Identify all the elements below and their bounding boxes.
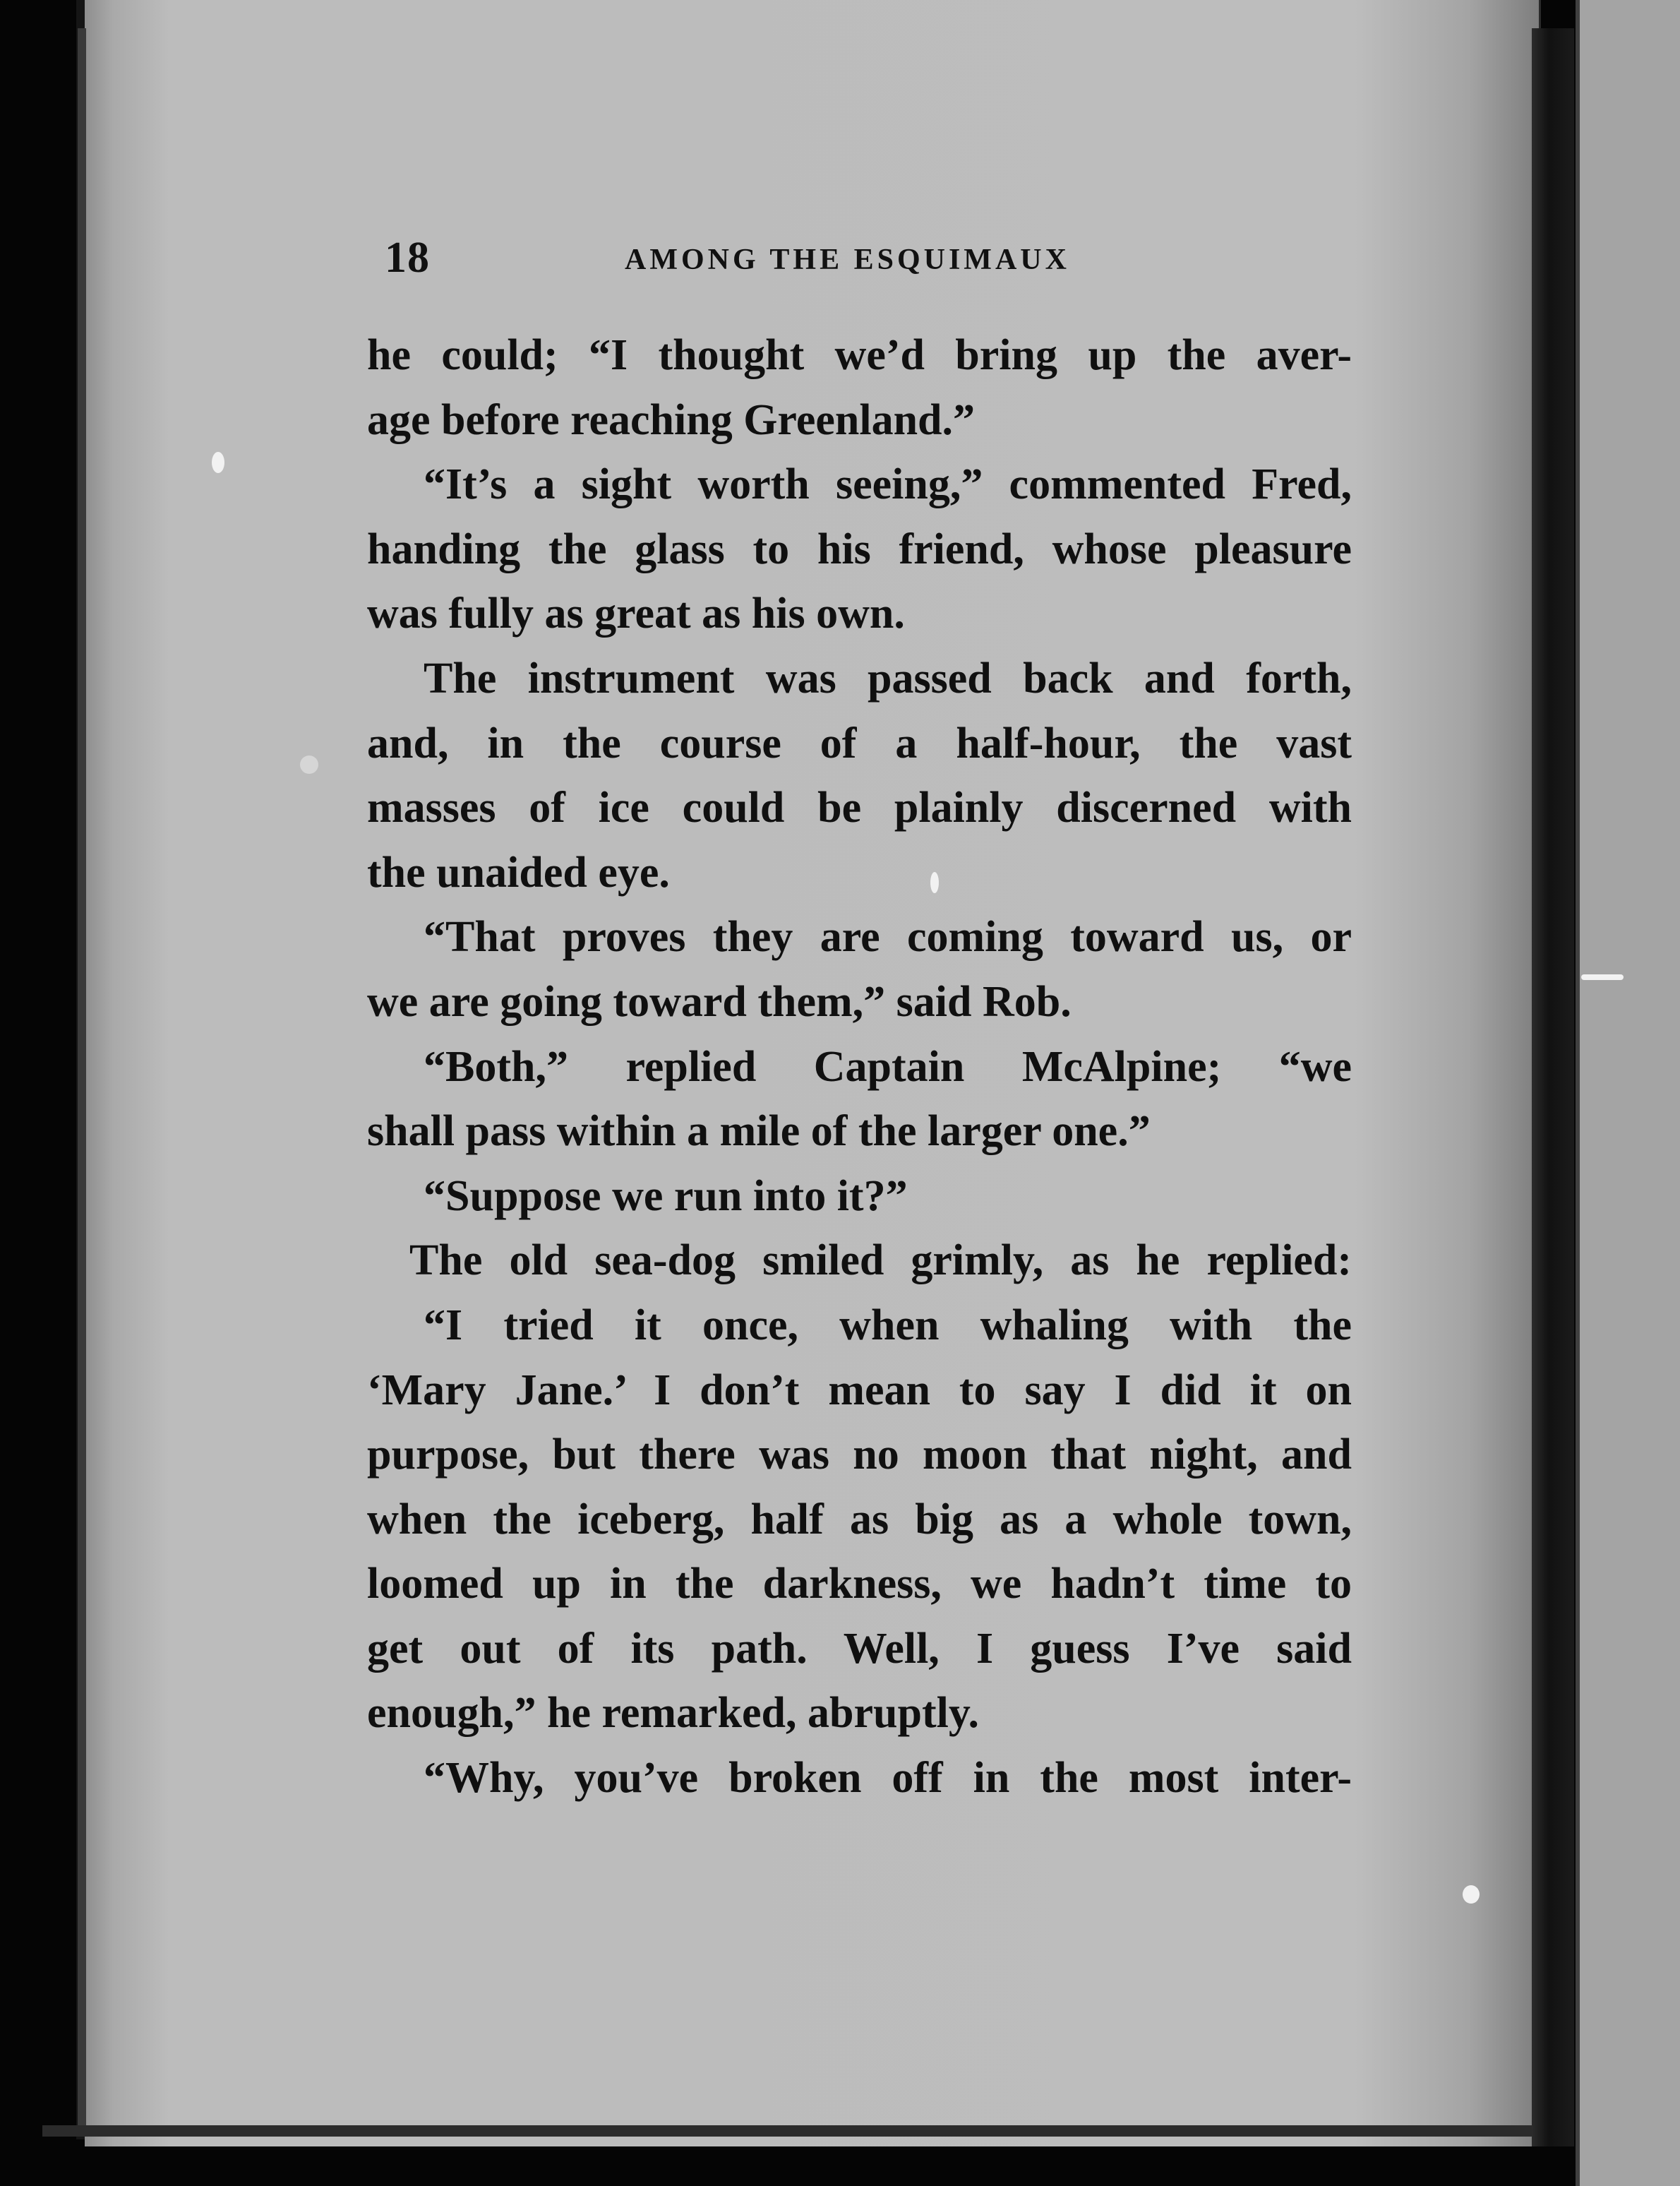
speck	[300, 755, 318, 774]
text-line: enough,” he remarked, abruptly.	[367, 1689, 979, 1738]
running-title: AMONG THE ESQUIMAUX	[625, 244, 1070, 276]
speck	[1581, 974, 1624, 980]
text-line: the unaided eye.	[367, 848, 670, 897]
text-line: shall pass within a mile of the larger one.”	[367, 1107, 1151, 1156]
adjacent-page	[1576, 0, 1680, 2186]
speck	[212, 452, 224, 473]
text-line: masses of ice could be plainly discerned with	[367, 784, 1352, 832]
text-line: ‘Mary Jane.’ I don’t mean to say I did it on	[367, 1366, 1352, 1414]
text-line: “Suppose we run into it?”	[424, 1171, 908, 1220]
text-line: “Both,” replied Captain McAlpine; “we	[424, 1042, 1352, 1091]
page-bottom-edge	[42, 2125, 1539, 2137]
adjacent-page-edge	[1576, 0, 1580, 2186]
text-line: “Why, you’ve broken off in the most inter-	[424, 1754, 1352, 1803]
text-line: “I tried it once, when whaling with the	[424, 1301, 1352, 1349]
text-line: he could; “I thought we’d bring up the aver-	[367, 331, 1352, 379]
text-line: and, in the course of a half-hour, the vast	[367, 719, 1352, 768]
text-line: “It’s a sight worth seeing,” commented Fred,	[424, 460, 1352, 509]
text-line: loomed up in the darkness, we hadn’t time to	[367, 1560, 1352, 1608]
text-line: age before reaching Greenland.”	[367, 395, 976, 444]
page-number: 18	[385, 234, 430, 282]
text-line: “That proves they are coming toward us, or	[424, 913, 1352, 962]
text-line: The instrument was passed back and forth,	[424, 654, 1352, 703]
text-line: was fully as great as his own.	[367, 590, 905, 638]
body-text	[367, 323, 1352, 1811]
text-line: purpose, but there was no moon that night, and	[367, 1431, 1352, 1479]
page-left-edge	[78, 28, 86, 2132]
text-line: when the iceberg, half as big as a whole town,	[367, 1495, 1352, 1543]
speck	[1463, 1885, 1480, 1904]
text-line: The old sea-dog smiled grimly, as he replied:	[409, 1236, 1352, 1285]
text-line: get out of its path. Well, I guess I’ve said	[367, 1624, 1352, 1673]
text-line: handing the glass to his friend, whose pleasure	[367, 525, 1352, 573]
page-header	[385, 233, 1514, 289]
text-line: we are going toward them,” said Rob.	[367, 977, 1072, 1026]
right-spine-shadow	[1532, 28, 1574, 2146]
